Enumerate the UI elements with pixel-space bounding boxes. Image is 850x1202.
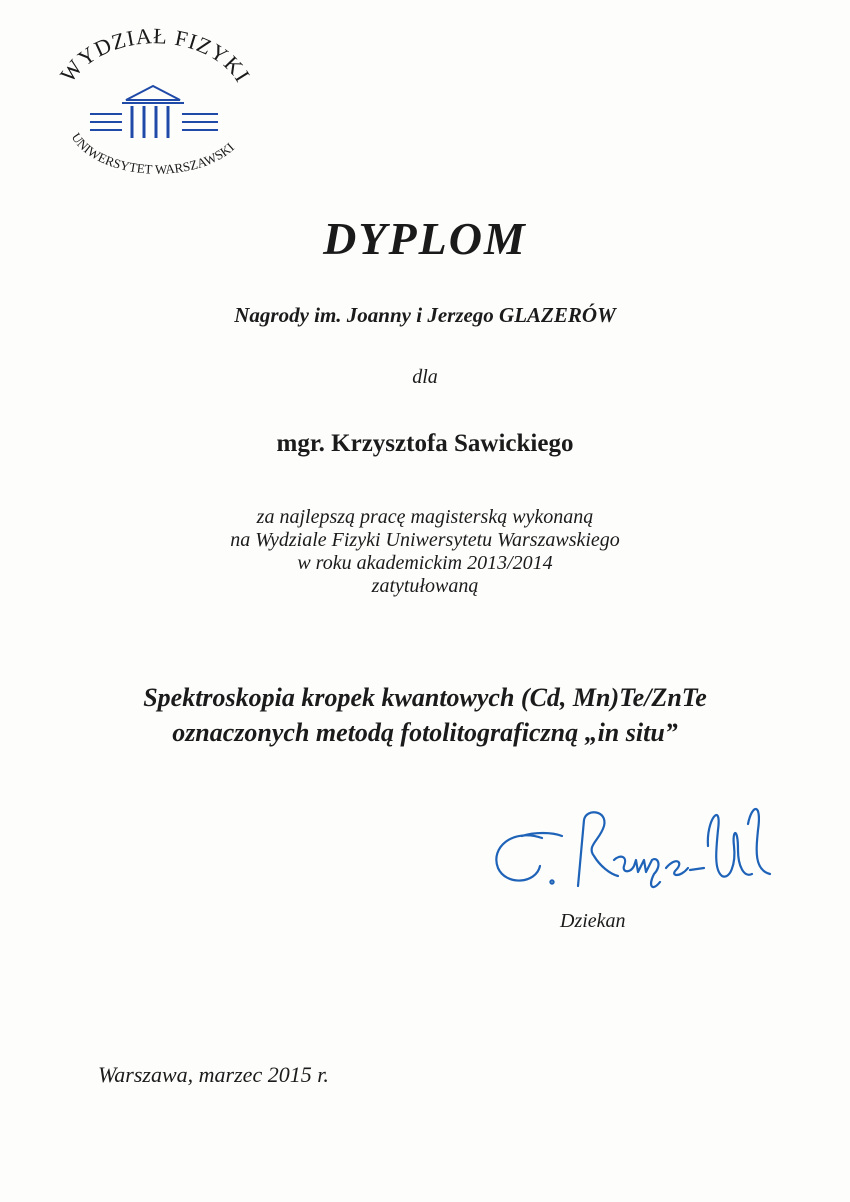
signature-graphic <box>482 790 782 900</box>
award-description <box>0 506 850 598</box>
description-line: za najlepszą pracę magisterską wykonaną <box>256 506 594 528</box>
recipient-name: mgr. Krzysztofa Sawickiego <box>276 430 574 457</box>
thesis-title-line: Spektroskopia kropek kwantowych (Cd, Mn)Te/ZnTe <box>143 683 707 712</box>
dean-signature <box>482 790 782 900</box>
diploma-title: DYPLOM <box>323 213 527 264</box>
faculty-logo <box>48 28 258 188</box>
description-line: w roku akademickim 2013/2014 <box>297 552 553 574</box>
signature-role: Dziekan <box>560 910 626 932</box>
description-line: na Wydziale Fizyki Uniwersytetu Warszawskiego <box>230 529 620 551</box>
faculty-logo-graphic <box>48 28 258 188</box>
place-and-date: Warszawa, marzec 2015 r. <box>98 1062 329 1087</box>
thesis-title <box>0 680 850 750</box>
description-line: zatytułowaną <box>371 575 479 597</box>
award-line: Nagrody im. Joanny i Jerzego GLAZERÓW <box>234 303 616 327</box>
for-word: dla <box>412 366 438 388</box>
thesis-title-line: oznaczonych metodą fotolitograficzną „in situ” <box>172 718 678 747</box>
svg-text:UNIWERSYTET WARSZAWSKI: UNIWERSYTET WARSZAWSKI <box>68 129 238 177</box>
svg-text:WYDZIAŁ FIZYKI: WYDZIAŁ FIZYKI <box>55 28 256 87</box>
